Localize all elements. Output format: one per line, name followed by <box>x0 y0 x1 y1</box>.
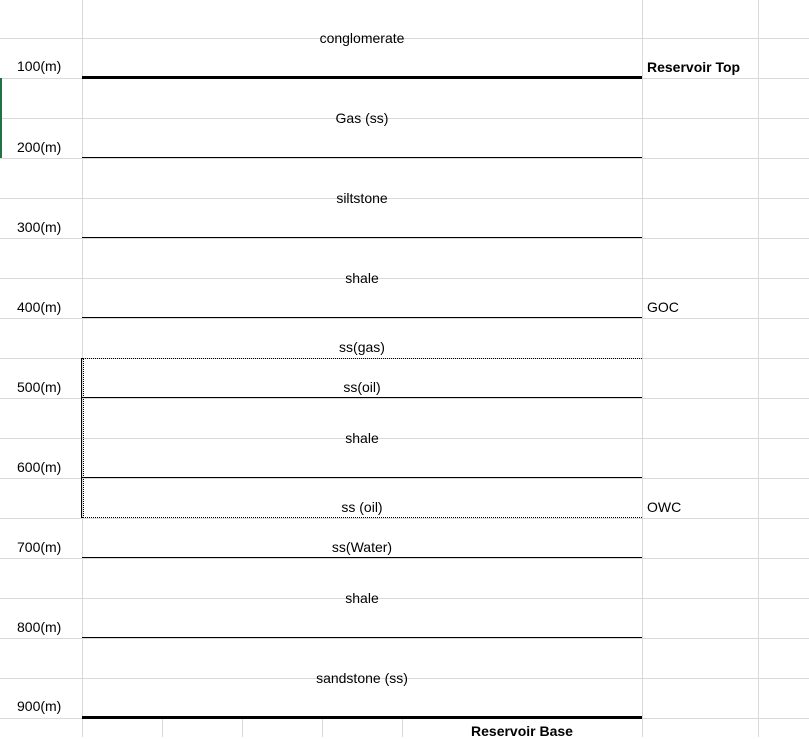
layer-label: ss(oil) <box>343 379 381 395</box>
depth-label: 400(m) <box>17 299 62 315</box>
goc-label: GOC <box>647 299 679 315</box>
depth-label: 100(m) <box>17 58 62 74</box>
layer-label: conglomerate <box>319 30 405 46</box>
depth-label: 800(m) <box>17 619 62 635</box>
row-divider <box>0 478 809 479</box>
layer-label: ss (oil) <box>341 499 383 515</box>
column-divider <box>322 718 323 737</box>
column-divider <box>758 0 759 737</box>
depth-label: 900(m) <box>17 698 62 714</box>
depth-label: 600(m) <box>17 459 62 475</box>
layer-label: shale <box>345 430 379 446</box>
boundary-line <box>82 637 642 638</box>
row-divider <box>0 518 809 519</box>
layer-label: siltstone <box>336 190 388 206</box>
column-divider <box>242 718 243 737</box>
column-divider <box>642 0 643 737</box>
boundary-line <box>82 237 642 238</box>
depth-label: 200(m) <box>17 139 62 155</box>
owc-label: OWC <box>647 499 682 515</box>
row-divider <box>0 558 809 559</box>
row-divider <box>0 238 809 239</box>
layer-label: sandstone (ss) <box>316 670 408 686</box>
dotted-boundary-line <box>82 517 642 518</box>
depth-label: 300(m) <box>17 219 62 235</box>
reservoir-base-label: Reservoir Base <box>471 723 573 739</box>
active-row-indicator <box>0 78 2 158</box>
boundary-line <box>82 397 642 398</box>
boundary-line <box>82 317 642 318</box>
boundary-line-reservoir-base <box>82 716 642 719</box>
boundary-line <box>82 157 642 158</box>
boundary-line <box>82 557 642 558</box>
depth-label: 500(m) <box>17 379 62 395</box>
boundary-line-reservoir-top <box>82 76 642 79</box>
row-divider <box>0 398 809 399</box>
reservoir-top-label: Reservoir Top <box>647 59 741 75</box>
column-divider <box>162 718 163 737</box>
row-divider <box>0 638 809 639</box>
layer-label: Gas (ss) <box>335 110 389 126</box>
boundary-line <box>82 477 642 478</box>
depth-label: 700(m) <box>17 539 62 555</box>
row-divider <box>0 158 809 159</box>
dotted-boundary-line <box>82 358 642 359</box>
layer-label: ss(gas) <box>339 339 385 355</box>
layer-label: ss(Water) <box>331 539 393 555</box>
row-divider <box>0 318 809 319</box>
layer-label: shale <box>345 270 379 286</box>
layer-label: shale <box>345 590 379 606</box>
